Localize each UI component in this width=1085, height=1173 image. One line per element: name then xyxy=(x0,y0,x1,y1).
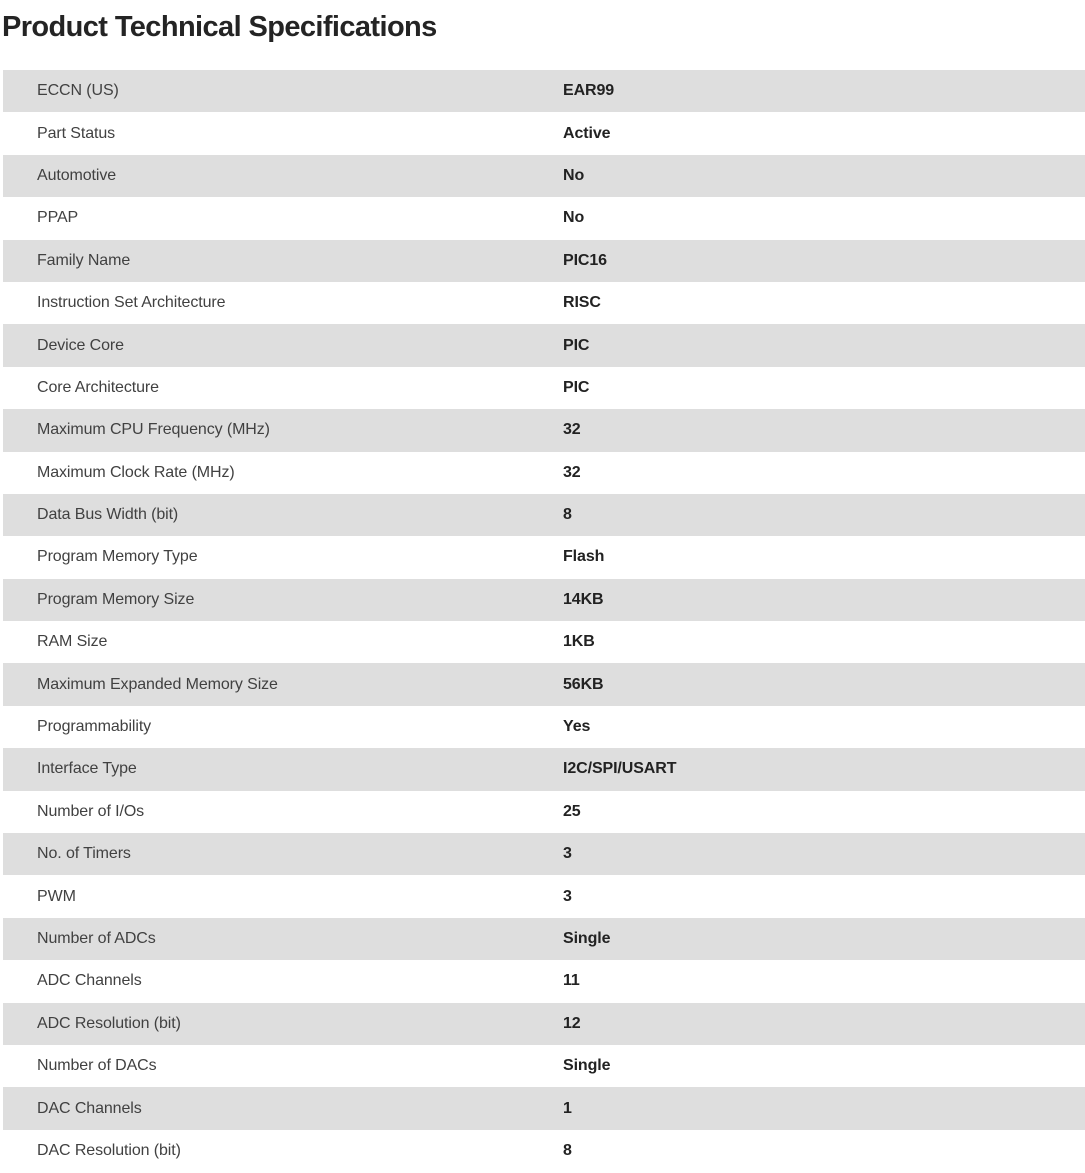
spec-label: DAC Channels xyxy=(37,1099,142,1117)
spec-row xyxy=(3,70,1085,112)
spec-row xyxy=(3,240,1085,282)
spec-value: 3 xyxy=(563,845,572,863)
spec-label: ADC Channels xyxy=(37,972,142,990)
spec-row xyxy=(3,706,1085,748)
spec-row xyxy=(3,452,1085,494)
spec-label: Data Bus Width (bit) xyxy=(37,506,179,524)
spec-value: 1KB xyxy=(563,633,595,651)
spec-row xyxy=(3,367,1085,409)
spec-value: 1 xyxy=(563,1099,572,1117)
spec-label: ECCN (US) xyxy=(37,82,119,100)
spec-value: Flash xyxy=(563,548,605,566)
spec-value: No xyxy=(563,209,585,227)
spec-row xyxy=(3,918,1085,960)
spec-row xyxy=(3,1130,1085,1172)
spec-row xyxy=(3,282,1085,324)
spec-row xyxy=(3,112,1085,154)
spec-value: PIC16 xyxy=(563,251,607,269)
spec-label: Core Architecture xyxy=(37,378,159,396)
spec-value: 12 xyxy=(563,1014,581,1032)
spec-row xyxy=(3,1045,1085,1087)
spec-value: PIC xyxy=(563,336,590,354)
spec-label: Maximum CPU Frequency (MHz) xyxy=(37,421,270,439)
spec-row xyxy=(3,1087,1085,1129)
spec-value: Yes xyxy=(563,718,591,736)
spec-value: No xyxy=(563,166,585,184)
spec-row xyxy=(3,960,1085,1002)
spec-row xyxy=(3,494,1085,536)
spec-value: EAR99 xyxy=(563,82,615,100)
spec-label: Automotive xyxy=(37,166,117,184)
spec-row xyxy=(3,197,1085,239)
spec-value: Single xyxy=(563,930,611,947)
spec-row xyxy=(3,155,1085,197)
spec-value: Single xyxy=(563,1057,611,1075)
spec-label: PPAP xyxy=(37,209,79,227)
spec-label: Device Core xyxy=(37,336,124,354)
page-title: Product Technical Specifications xyxy=(2,11,437,43)
spec-label: Program Memory Size xyxy=(37,590,195,608)
spec-value: 32 xyxy=(563,463,581,481)
spec-label: PWM xyxy=(37,887,76,905)
spec-label: Number of ADCs xyxy=(37,930,156,947)
spec-row xyxy=(3,875,1085,917)
spec-row xyxy=(3,833,1085,875)
spec-value: 3 xyxy=(563,887,572,905)
spec-label: Programmability xyxy=(37,718,152,736)
spec-row xyxy=(3,1003,1085,1045)
spec-row xyxy=(3,409,1085,451)
spec-value: RISC xyxy=(563,294,601,312)
spec-value: 56KB xyxy=(563,675,604,693)
spec-label: Instruction Set Architecture xyxy=(37,294,226,312)
spec-value: 14KB xyxy=(563,590,604,608)
spec-value: 8 xyxy=(563,506,572,524)
spec-label: Family Name xyxy=(37,251,131,269)
spec-table xyxy=(0,70,1085,1172)
spec-label: Maximum Expanded Memory Size xyxy=(37,675,278,693)
spec-row xyxy=(3,663,1085,705)
spec-row xyxy=(3,579,1085,621)
spec-value: 11 xyxy=(563,972,580,990)
spec-label: No. of Timers xyxy=(37,845,131,863)
spec-row xyxy=(3,324,1085,366)
spec-label: Interface Type xyxy=(37,760,137,778)
spec-value: 32 xyxy=(563,421,581,439)
spec-label: DAC Resolution (bit) xyxy=(37,1141,181,1159)
spec-label: Maximum Clock Rate (MHz) xyxy=(37,463,235,481)
spec-label: Part Status xyxy=(37,124,116,142)
spec-value: Active xyxy=(563,124,611,142)
spec-row xyxy=(3,748,1085,790)
spec-row xyxy=(3,536,1085,578)
spec-label: Program Memory Type xyxy=(37,548,198,566)
spec-label: RAM Size xyxy=(37,633,108,651)
spec-label: Number of I/Os xyxy=(37,802,145,820)
spec-label: Number of DACs xyxy=(37,1057,157,1075)
spec-value: 8 xyxy=(563,1141,572,1159)
spec-value: PIC xyxy=(563,378,590,396)
spec-label: ADC Resolution (bit) xyxy=(37,1014,181,1032)
spec-row xyxy=(3,621,1085,663)
spec-value: I2C/SPI/USART xyxy=(563,760,677,778)
spec-value: 25 xyxy=(563,802,581,820)
spec-row xyxy=(3,791,1085,833)
